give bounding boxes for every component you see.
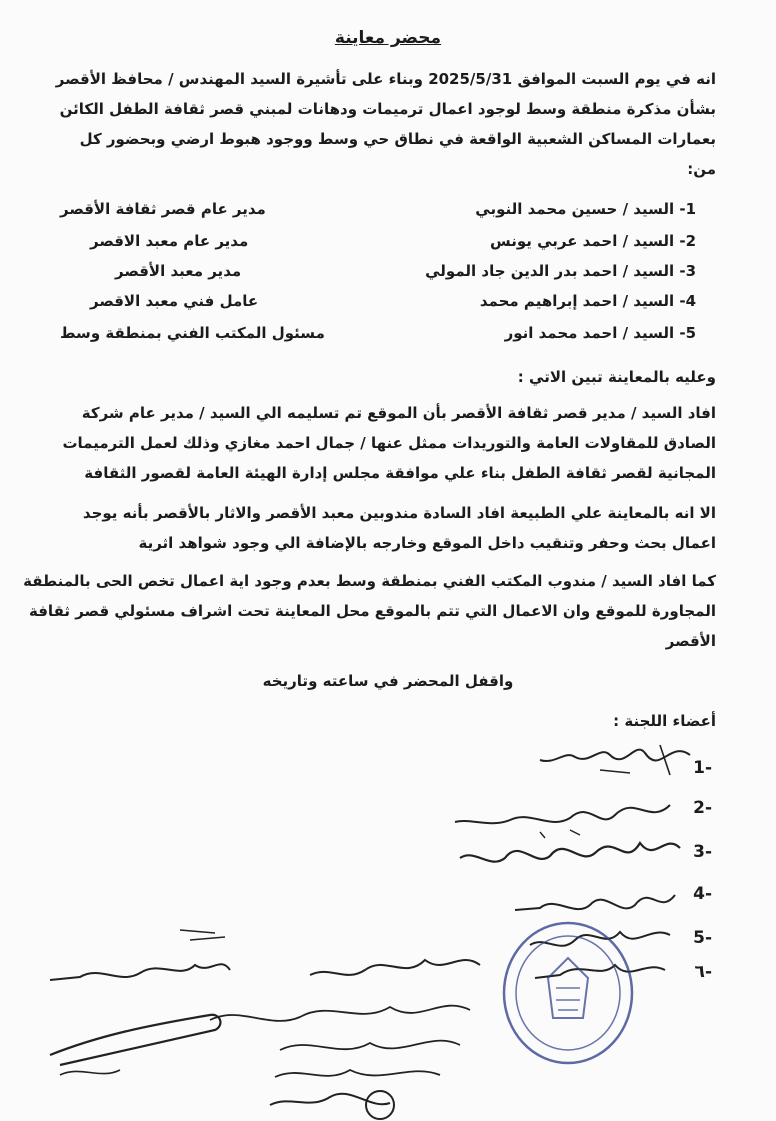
intro-line: من: bbox=[687, 160, 716, 178]
attendee-row bbox=[60, 292, 716, 322]
attendee-name: 2- السيد / احمد عربي يونس bbox=[489, 232, 696, 250]
signature-1 bbox=[520, 735, 700, 785]
finding-line: المجانية لقصر ثقافة الطفل بناء علي موافقة مجلس إدارة الهيئة العامة لقصور الثقافة bbox=[84, 464, 716, 482]
finding-paragraph-1 bbox=[60, 398, 716, 488]
finding-line: اعمال بحث وحفر وتنقيب داخل الموقع وخارجه بالإضافة الي وجود شواهد اثرية bbox=[138, 534, 716, 552]
handwritten-notes bbox=[40, 925, 500, 1115]
finding-line: كما افاد السيد / مندوب المكتب الفني بمنطقة وسط بعدم وجود اية اعمال تخص الحى بالمنطقة bbox=[23, 572, 716, 590]
signature-3 bbox=[455, 828, 685, 873]
intro-line: بعمارات المساكن الشعبية الواقعة في نطاق حي وسط ووجود هبوط ارضي وبحضور كل bbox=[79, 130, 716, 148]
attendee-row bbox=[60, 324, 716, 354]
attendee-row bbox=[60, 232, 716, 262]
attendee-name: 4- السيد / احمد إبراهيم محمد bbox=[479, 292, 696, 310]
attendee-title: مسئول المكتب الفني بمنطقة وسط bbox=[60, 324, 325, 342]
member-number: -5 bbox=[693, 928, 712, 948]
attendee-title: مدير عام قصر ثقافة الأقصر bbox=[60, 200, 266, 218]
finding-line: الأقصر bbox=[665, 632, 716, 650]
closing-statement: واقفل المحضر في ساعته وتاريخه bbox=[262, 672, 514, 690]
attendee-name: 3- السيد / احمد بدر الدين جاد المولي bbox=[425, 262, 696, 280]
intro-paragraph bbox=[55, 64, 716, 184]
member-number: -1 bbox=[693, 758, 712, 778]
attendee-row bbox=[60, 200, 716, 230]
finding-line: المجاورة للموقع وان الاعمال التي تتم بالموقع محل المعاينة تحت اشراف مسئولي قصر ثقافة bbox=[29, 602, 716, 620]
finding-line: الصادق للمقاولات العامة والتوريدات ممثل عنها / جمال احمد مغازي وذلك لعمل الترميمات bbox=[62, 434, 716, 452]
document-title: محضر معاينة bbox=[334, 28, 442, 48]
signature-4 bbox=[510, 880, 680, 920]
findings-heading: وعليه بالمعاينة تبين الاتي : bbox=[517, 368, 716, 386]
finding-paragraph-3 bbox=[23, 566, 716, 656]
member-number: -3 bbox=[693, 842, 712, 862]
attendee-title: مدير عام معبد الاقصر bbox=[90, 232, 249, 250]
finding-line: الا انه بالمعاينة علي الطبيعة افاد السادة مندوبين معبد الأقصر والاثار بالأقصر بأنه يوجد bbox=[82, 504, 716, 522]
member-number: -٦ bbox=[694, 962, 712, 982]
member-number: -4 bbox=[693, 884, 712, 904]
attendee-title: عامل فني معبد الاقصر bbox=[90, 292, 259, 310]
attendee-name: 1- السيد / حسين محمد النوبي bbox=[475, 200, 696, 218]
attendee-row bbox=[60, 262, 716, 292]
finding-paragraph-2 bbox=[60, 498, 716, 558]
attendee-name: 5- السيد / احمد محمد انور bbox=[504, 324, 696, 342]
attendee-title: مدير معبد الأقصر bbox=[115, 262, 242, 280]
committee-members-label: أعضاء اللجنة : bbox=[613, 712, 716, 730]
member-number: -2 bbox=[693, 798, 712, 818]
intro-line: انه في يوم السبت الموافق 2025/5/31 وبناء على تأشيرة السيد المهندس / محافظ الأقصر bbox=[55, 70, 716, 88]
finding-line: افاد السيد / مدير قصر ثقافة الأقصر بأن الموقع تم تسليمه الي السيد / مدير عام شركة bbox=[81, 404, 716, 422]
official-stamp bbox=[498, 918, 638, 1068]
intro-line: بشأن مذكرة منطقة وسط لوجود اعمال ترميمات ودهانات لمبني قصر ثقافة الطفل الكائن bbox=[59, 100, 716, 118]
